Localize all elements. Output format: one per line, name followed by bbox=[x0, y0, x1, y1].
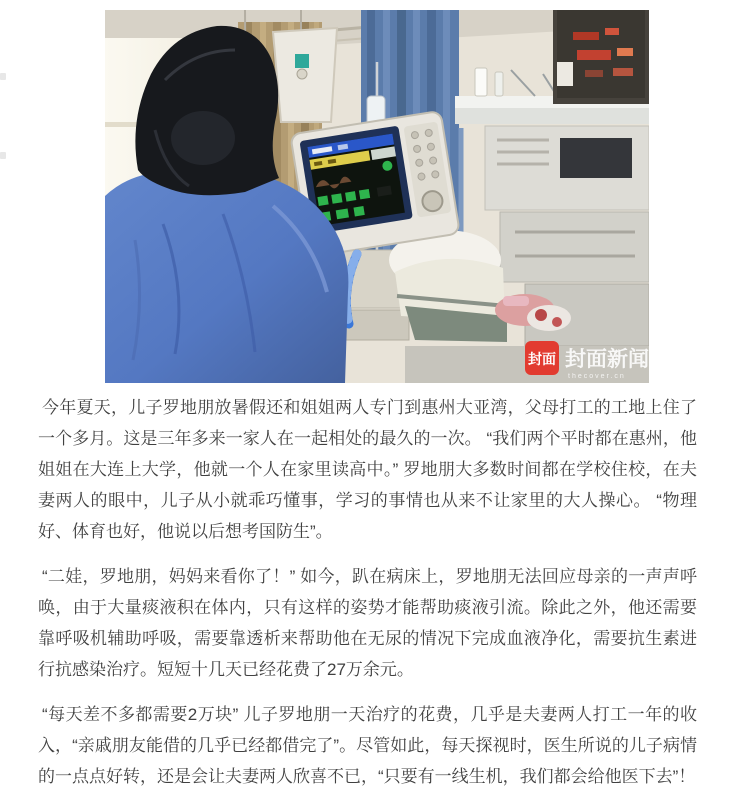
watermark-name-text: 封面新闻 bbox=[565, 348, 649, 371]
article-body bbox=[38, 392, 697, 792]
isolation-gown bbox=[105, 172, 348, 383]
ventilator-screen bbox=[307, 134, 404, 226]
patient-monitor bbox=[553, 10, 649, 104]
article-paragraph: 今年夏天，儿子罗地朋放暑假还和姐姐两人专门到惠州大亚湾，父母打工的工地上住了一个多月。这是三年多来一家人在一起相处的最久的一次。 “我们两个平时都在惠州，他姐姐在大连上大学，他就一个人在家里读高中。” 罗地朋大多数时间都在学校住校，在夫妻两人的眼中，儿子从小就乖巧懂事，学习的事情也从来不让家里的大人操心。 “物理好、体育也好，他说以后想考国防生”。 bbox=[38, 398, 697, 541]
ceiling-supply-column bbox=[273, 28, 337, 122]
article-paragraph: “每天差不多都需要2万块” 儿子罗地朋一天治疗的花费，几乎是夫妻两人打工一年的收入，“亲戚朋友能借的几乎已经都借完了”。尽管如此，每天探视时，医生所说的儿子病情的一点点好转，还是会让夫妻两人欣喜不已，“只要有一线生机，我们都会给他医下去”！ bbox=[38, 705, 697, 786]
article-paragraph: “二娃，罗地朋，妈妈来看你了！” 如今，趴在病床上，罗地朋无法回应母亲的一声声呼唤，由于大量痰液积在体内，只有这样的姿势才能帮助痰液引流。除此之外，他还需要靠呼吸机辅助呼吸，需要靠透析来帮助他在无尿的情况下完成血液净化，需要抗生素进行抗感染治疗。短短十几天已经花费了27万余元。 bbox=[38, 567, 697, 679]
article-photo bbox=[105, 10, 649, 383]
left-edge-artifact bbox=[0, 152, 6, 159]
article-page bbox=[0, 10, 733, 792]
watermark-tagline-text: thecover.cn bbox=[568, 373, 626, 380]
icu-room-illustration bbox=[105, 10, 649, 383]
watermark-badge-text: 封面 bbox=[528, 351, 556, 367]
left-edge-artifact bbox=[0, 73, 6, 80]
